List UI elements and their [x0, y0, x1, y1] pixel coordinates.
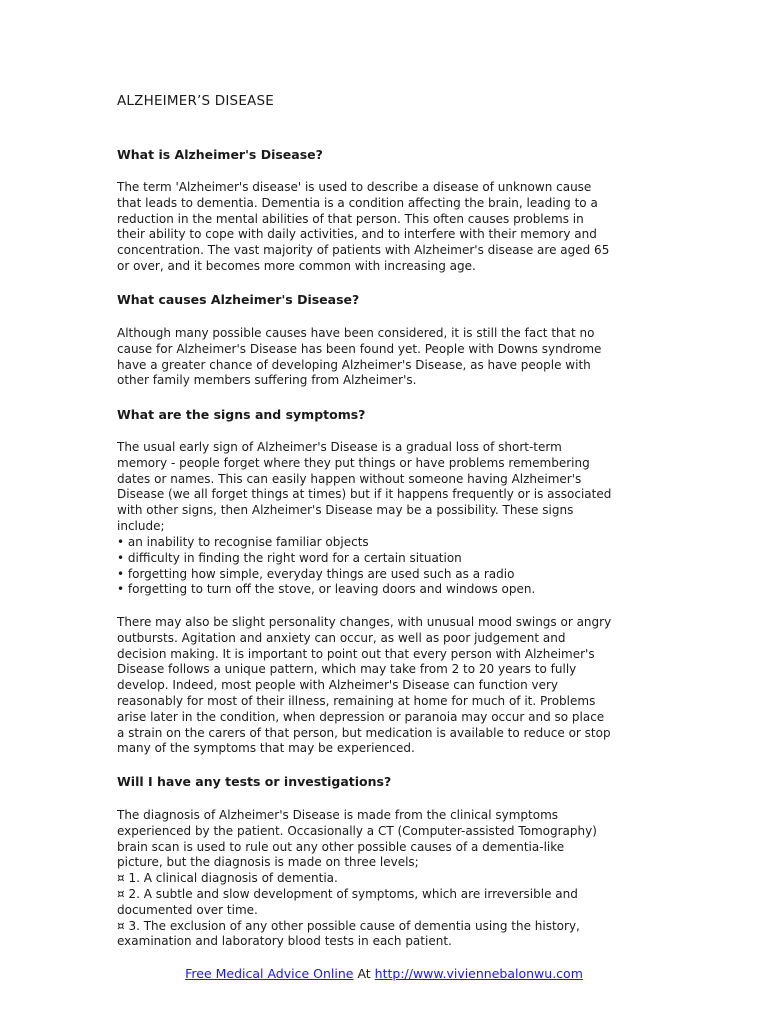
text-line: dates or names. This can easily happen without someone having Alzheimer's — [117, 471, 582, 486]
text-line: include; — [117, 518, 165, 533]
text-line: picture, but the diagnosis is made on three levels; — [117, 855, 419, 870]
text-line: other family members suffering from Alzheimer's. — [117, 373, 417, 388]
paragraph-tests — [117, 808, 662, 950]
text-line: a strain on the carers of that person, but medication is available to reduce or stop — [117, 725, 611, 740]
footer-separator: At — [353, 966, 375, 981]
section-heading-symptoms: What are the signs and symptoms? — [117, 407, 366, 422]
text-line: Disease (we all forget things at times) but if it happens frequently or is associated — [117, 487, 612, 502]
text-line: memory - people forget where they put things or have problems remembering — [117, 455, 590, 470]
paragraph-personality — [117, 615, 662, 757]
text-line: their ability to cope with daily activities, and to interfere with their memory and — [117, 227, 597, 242]
text-line: decision making. It is important to point out that every person with Alzheimer's — [117, 646, 595, 661]
text-line: or over, and it becomes more common with increasing age. — [117, 258, 476, 273]
paragraph-symptoms — [117, 440, 662, 535]
section-heading-causes: What causes Alzheimer's Disease? — [117, 292, 360, 307]
text-line: develop. Indeed, most people with Alzheimer's Disease can function very — [117, 678, 559, 693]
text-line: Disease follows a unique pattern, which may take from 2 to 20 years to fully — [117, 662, 577, 677]
text-line: The usual early sign of Alzheimer's Disease is a gradual loss of short-term — [117, 440, 562, 454]
document-title: ALZHEIMER’S DISEASE — [117, 93, 274, 109]
text-line: with other signs, then Alzheimer's Disease may be a possibility. These signs — [117, 503, 574, 518]
text-line: There may also be slight personality changes, with unusual mood swings or angry — [117, 615, 612, 629]
text-line: many of the symptoms that may be experienced. — [117, 741, 415, 756]
text-line: reasonably for most of their illness, remaining at home for much of it. Problems — [117, 693, 596, 708]
text-line: concentration. The vast majority of patients with Alzheimer's disease are aged 65 — [117, 243, 610, 258]
section-heading-tests: Will I have any tests or investigations? — [117, 774, 392, 789]
text-line: that leads to dementia. Dementia is a condition affecting the brain, leading to a — [117, 195, 598, 210]
text-line: ¤ 3. The exclusion of any other possible cause of dementia using the history, — [117, 918, 580, 933]
list-item: • difficulty in finding the right word for a certain situation — [117, 550, 462, 565]
text-line: brain scan is used to rule out any other possible causes of a dementia-like — [117, 839, 565, 854]
page-footer — [0, 966, 768, 981]
list-item: • an inability to recognise familiar objects — [117, 535, 369, 549]
list-item: • forgetting to turn off the stove, or leaving doors and windows open. — [117, 582, 536, 597]
symptoms-bullet-list — [117, 535, 662, 598]
text-line: Although many possible causes have been considered, it is still the fact that no — [117, 326, 595, 340]
website-link[interactable]: http://www.viviennebalonwu.com — [374, 966, 583, 981]
paragraph-causes — [117, 326, 662, 389]
text-line: reduction in the mental abilities of that person. This often causes problems in — [117, 211, 584, 226]
text-line: documented over time. — [117, 902, 258, 917]
text-line: outbursts. Agitation and anxiety can occur, as well as poor judgement and — [117, 630, 566, 645]
text-line: arise later in the condition, when depression or paranoia may occur and so place — [117, 709, 605, 724]
text-line: The diagnosis of Alzheimer's Disease is made from the clinical symptoms — [117, 808, 559, 822]
text-line: The term 'Alzheimer's disease' is used to describe a disease of unknown cause — [117, 180, 592, 194]
text-line: ¤ 1. A clinical diagnosis of dementia. — [117, 871, 338, 886]
list-item: • forgetting how simple, everyday things are used such as a radio — [117, 566, 515, 581]
paragraph-what-is — [117, 180, 662, 275]
text-line: ¤ 2. A subtle and slow development of symptoms, which are irreversible and — [117, 886, 578, 901]
text-line: cause for Alzheimer's Disease has been found yet. People with Downs syndrome — [117, 341, 602, 356]
text-line: experienced by the patient. Occasionally a CT (Computer-assisted Tomography) — [117, 823, 597, 838]
section-heading-what-is: What is Alzheimer's Disease? — [117, 147, 323, 162]
text-line: have a greater chance of developing Alzheimer's Disease, as have people with — [117, 357, 591, 372]
text-line: examination and laboratory blood tests in each patient. — [117, 934, 452, 949]
free-medical-advice-link[interactable]: Free Medical Advice Online — [185, 966, 354, 981]
